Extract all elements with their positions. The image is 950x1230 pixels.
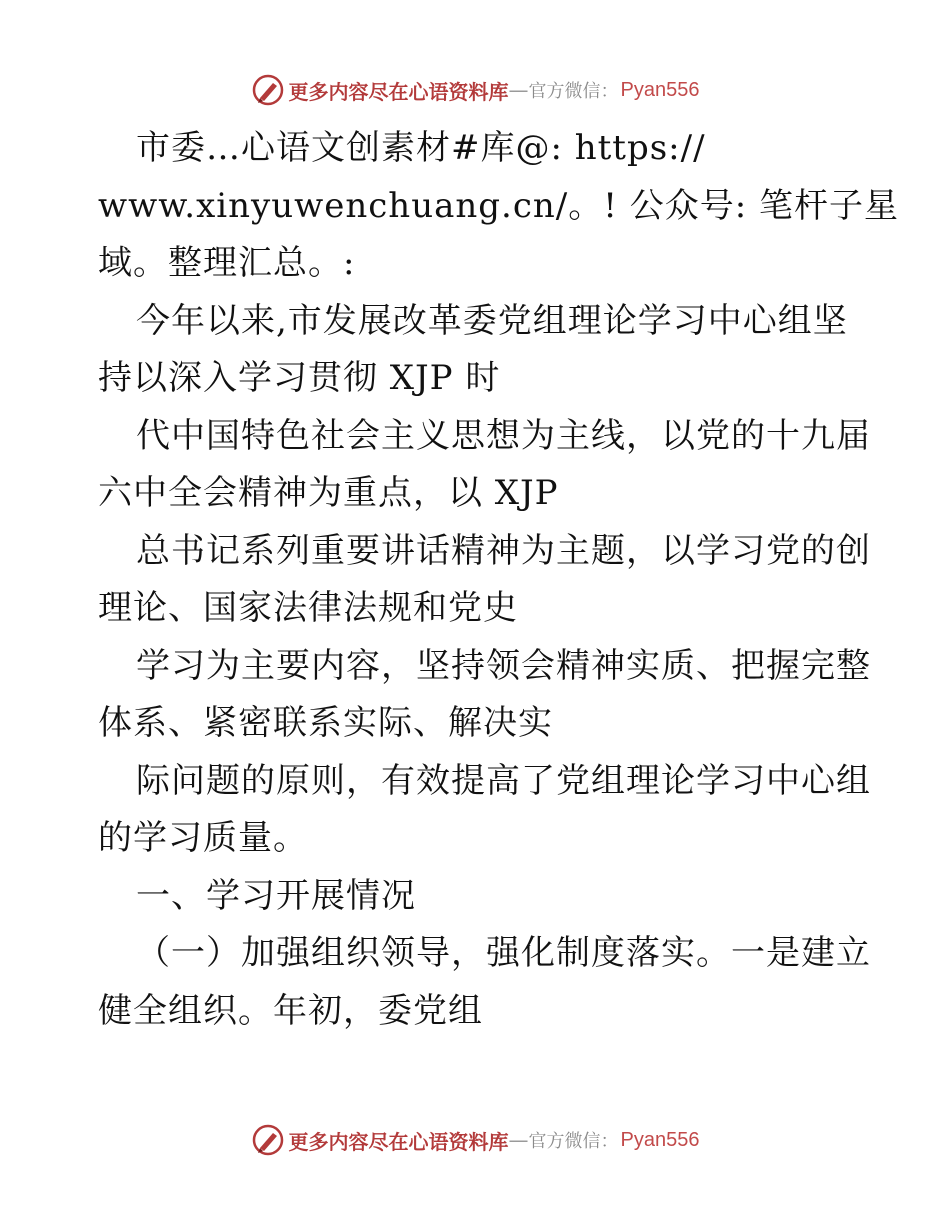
watermark-label: 官方微信： xyxy=(528,81,619,102)
text-line: 域。整理汇总。: xyxy=(98,243,356,283)
header-watermark xyxy=(0,68,950,112)
watermark-wechat-id: Pyan556 xyxy=(620,1128,700,1151)
text-line: 持以深入学习贯彻 XJP 时 xyxy=(98,358,501,398)
watermark-label: 官方微信： xyxy=(528,1131,619,1152)
pen-logo-icon xyxy=(251,1123,285,1157)
watermark-brand: 更多内容尽在心语资料库 xyxy=(288,1129,509,1154)
text-line: 学习为主要内容，坚持领会精神实质、把握完整 xyxy=(136,645,871,686)
text-line: 今年以来,市发展改革委党组理论学习中心组坚 xyxy=(136,300,848,341)
text-line: www.xinyuwenchuang.cn/。! 公众号: 笔杆子星 xyxy=(98,185,899,226)
text-line: 体系、紧密联系实际、解决实 xyxy=(98,703,553,743)
text-line: 代中国特色社会主义思想为主线，以党的十九届 xyxy=(136,415,871,456)
text-line: 六中全会精神为重点，以 XJP xyxy=(98,473,559,513)
document-body xyxy=(98,120,899,1040)
watermark-wechat-id: Pyan556 xyxy=(620,78,700,101)
watermark-brand: 更多内容尽在心语资料库 xyxy=(288,79,509,104)
watermark-dash: — xyxy=(508,1128,529,1152)
text-line: 际问题的原则，有效提高了党组理论学习中心组 xyxy=(136,760,871,801)
text-line: 总书记系列重要讲话精神为主题，以学习党的创 xyxy=(136,530,871,571)
pen-logo-icon xyxy=(251,73,285,107)
footer-watermark xyxy=(0,1118,950,1162)
text-line: 健全组织。年初，委党组 xyxy=(98,990,483,1031)
text-line: 的学习质量。 xyxy=(98,818,308,858)
watermark-dash: — xyxy=(508,78,529,102)
text-line: 市委…心语文创素材#库@: https:// xyxy=(136,128,706,168)
text-line: 理论、国家法律法规和党史 xyxy=(98,588,518,628)
section-heading: 一、学习开展情况 xyxy=(136,875,416,916)
text-line: （一）加强组织领导，强化制度落实。一是建立 xyxy=(136,933,871,973)
